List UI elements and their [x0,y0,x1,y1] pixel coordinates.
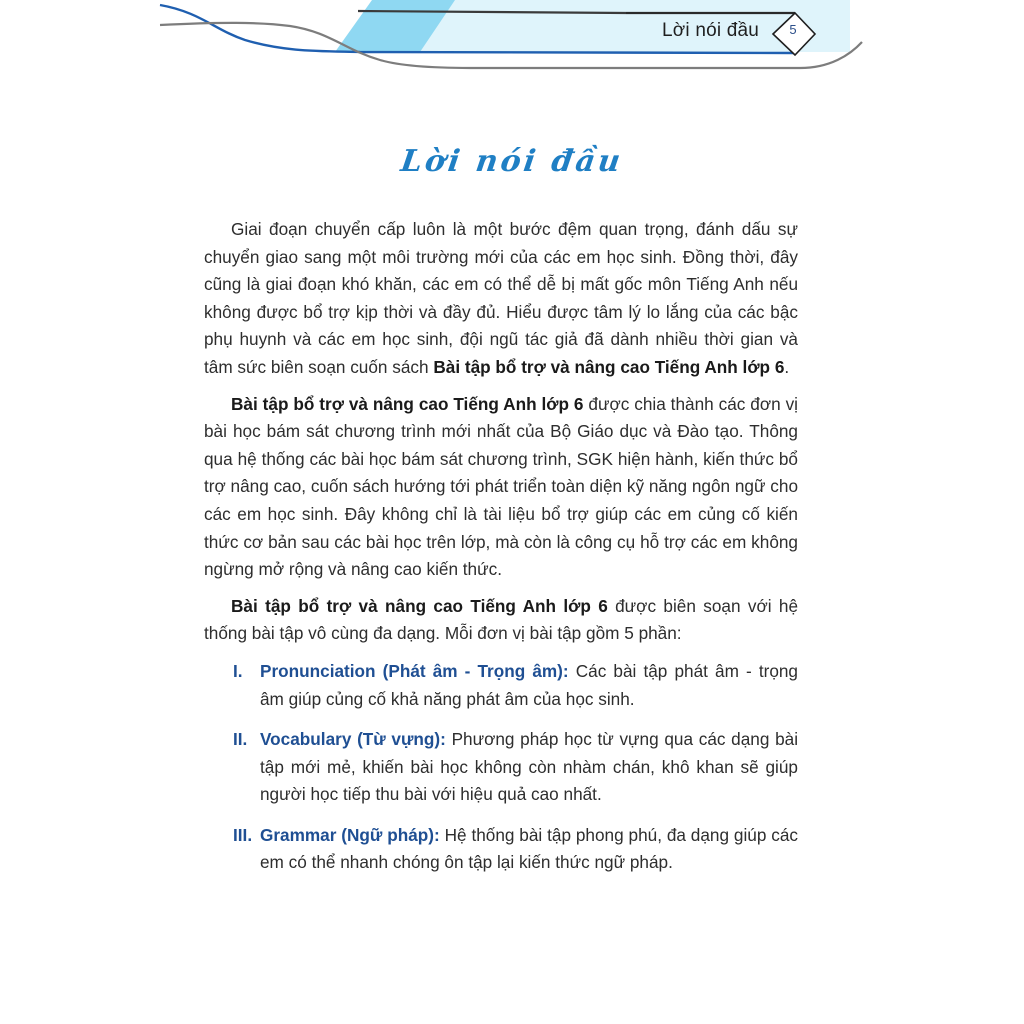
book-title-bold: Bài tập bổ trợ và nâng cao Tiếng Anh lớp 6 [231,393,584,414]
paragraph-text: được chia thành các đơn vị bài học bám sát chương trình mới nhất của Bộ Giáo dục và Đào tạo. Thông qua hệ thống các bài học bám sát chương trình, SGK hiện hành, kiến thức bổ trợ nâng cao, cuốn sách hướng tới phát triển toàn diện kỹ năng ngôn ngữ cho các em học sinh. Đây không chỉ là tài liệu bổ trợ giúp các em củng cố kiến thức cơ bản sau các bài học trên lớp, mà còn là công cụ hỗ trợ các em không ngừng mở rộng và nâng cao kiến thức. [204,393,798,580]
book-title-bold: Bài tập bổ trợ và nâng cao Tiếng Anh lớp 6 [433,356,785,377]
paragraph-sections-intro [204,593,798,648]
section-number: II. [233,729,248,750]
section-item-pronunciation [204,658,798,713]
running-header-title: Lời nói đầu [662,20,760,41]
section-colon: : [440,729,446,750]
section-description: Hệ thống bài tập phong phú, đa dạng giúp các em có thể nhanh chóng ôn tập lại kiến thức ngữ pháp. [260,824,799,873]
section-name: Pronunciation (Phát âm - Trọng âm) [260,660,563,681]
section-name: Vocabulary (Từ vựng) [260,729,441,750]
preface-body [204,216,798,890]
section-name: Grammar (Ngữ pháp) [260,824,435,845]
section-list [204,658,798,877]
section-description: Các bài tập phát âm - trọng âm giúp củng cố khả năng phát âm của học sinh. [260,660,798,709]
paragraph-text: Giai đoạn chuyển cấp luôn là một bước đệm quan trọng, đánh dấu sự chuyển giao sang một môi trường mới của các em học sinh. Đồng thời, đây cũng là giai đoạn khó khăn, các em có thể dễ bị mất gốc môn Tiếng Anh nếu không được bổ trợ kịp thời và đầy đủ. Hiểu được tâm lý lo lắng của các bậc phụ huynh và các em học sinh, đội ngũ tác giả đã dành nhiều thời gian và tâm sức biên soạn cuốn sách [204,219,798,377]
section-colon: : [434,824,440,845]
section-number: I. [233,660,243,681]
page-title: Lời nói đầu [398,144,626,180]
paragraph-text: . [784,356,790,377]
paragraph-text: được biên soạn với hệ thống bài tập vô cùng đa dạng. Mỗi đơn vị bài tập gồm 5 phần: [204,595,798,644]
header-decoration [0,0,1024,80]
section-item-grammar [204,822,798,877]
section-colon: : [562,660,569,681]
page-number: 5 [789,22,797,37]
section-number: III. [233,824,253,845]
paragraph-intro [204,216,798,382]
paragraph-structure [204,391,798,584]
section-item-vocabulary [204,726,798,809]
book-title-bold: Bài tập bổ trợ và nâng cao Tiếng Anh lớp 6 [231,595,608,616]
section-description: Phương pháp học từ vựng qua các dạng bài tập mới mẻ, khiến bài học không còn nhàm chán, khô khan sẽ giúp người học tiếp thu bài với hiệu quả cao nhất. [260,729,799,805]
